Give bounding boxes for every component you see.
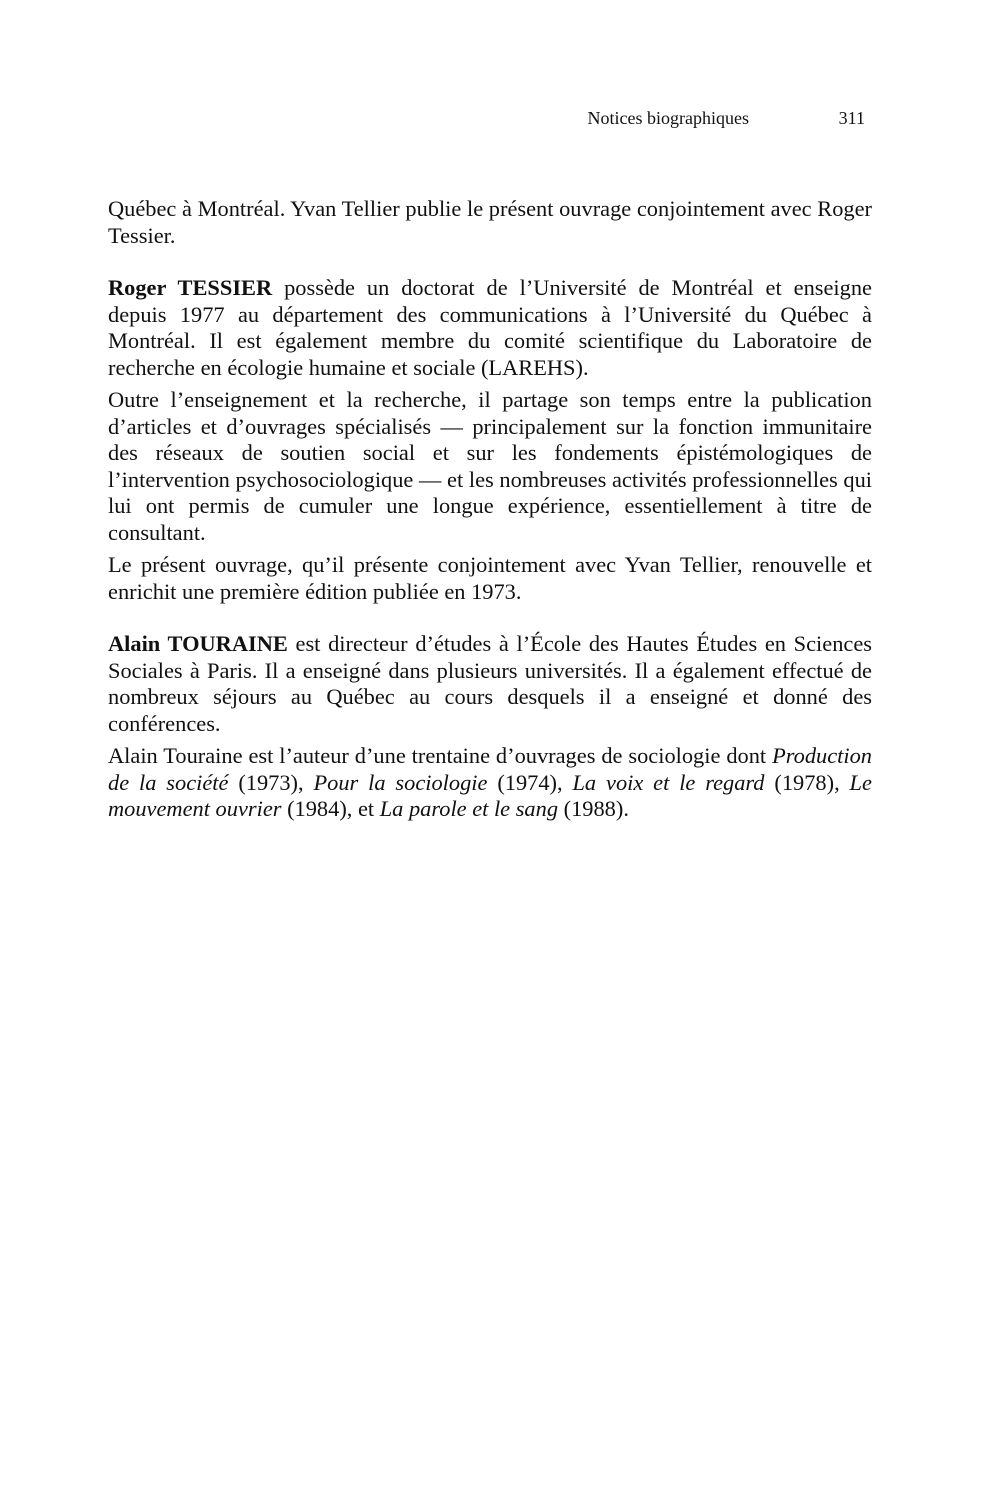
running-title: Notices biographiques — [587, 108, 749, 128]
tessier-paragraph-2 — [108, 387, 872, 546]
tessier-p1-text: possède un doctorat de l’Université de Montréal et enseigne depuis 1977 au département des communications à l’Université du Québec à Montréal. Il est également membre du comité scientifique du Laboratoire de recherche en écologie humaine et sociale (LAREHS). — [108, 275, 872, 380]
touraine-name: Alain TOURAINE — [108, 631, 288, 656]
touraine-paragraph-2 — [108, 743, 872, 823]
book-title-parole-et-sang: La parole et le sang — [379, 796, 559, 821]
book-year-1973: (1973), — [228, 769, 314, 795]
book-title-production: Production de la société — [108, 743, 872, 795]
tellier-continued-paragraph — [108, 196, 872, 249]
tessier-name: Roger TESSIER — [108, 275, 273, 300]
book-year-1988: (1988). — [558, 796, 629, 821]
tellier-continued-text: Québec à Montréal. Yvan Tellier publie le présent ouvrage conjointement avec Roger Tessier. — [108, 196, 872, 248]
touraine-p1-text: est directeur d’études à l’École des Hautes Études en Sciences Sociales à Paris. Il a enseigné dans plusieurs universités. Il a également effectué de nombreux séjours au Québec au cours desquels il a enseigné et donné des conférences. — [108, 631, 872, 736]
page-number: 311 — [838, 108, 865, 128]
book-title-la-voix: La voix et le regard — [572, 769, 765, 795]
book-year-1978: (1978), — [764, 769, 850, 795]
book-title-mouvement-ouvrier: Le mouvement ouvrier — [108, 769, 872, 821]
tessier-p3-text: Le présent ouvrage, qu’il présente conjointement avec Yvan Tellier, renouvelle et enrichit une première édition publiée en 1973. — [108, 552, 872, 604]
tessier-paragraph-1 — [108, 275, 872, 381]
touraine-paragraph-1 — [108, 631, 872, 737]
tessier-p2-text: Outre l’enseignement et la recherche, il partage son temps entre la publication d’articles et d’ouvrages spécialisés — principalement sur la fonction immunitaire des réseaux de soutien social et sur les fondements épistémologiques de l’intervention psychosociologique — et les nombreuses activités professionnelles qui lui ont permis de cumuler une longue expérience, essentiellement à titre de consultant. — [108, 387, 872, 545]
body-text — [108, 196, 872, 823]
touraine-p2-intro: Alain Touraine est l’auteur d’une trentaine d’ouvrages de sociologie dont — [108, 743, 773, 768]
book-title-pour-la-sociologie: Pour la sociologie — [313, 769, 488, 795]
book-year-1984: (1984), et — [281, 796, 380, 821]
tessier-paragraph-3 — [108, 552, 872, 605]
running-header — [108, 108, 870, 132]
book-year-1974: (1974), — [487, 769, 573, 795]
